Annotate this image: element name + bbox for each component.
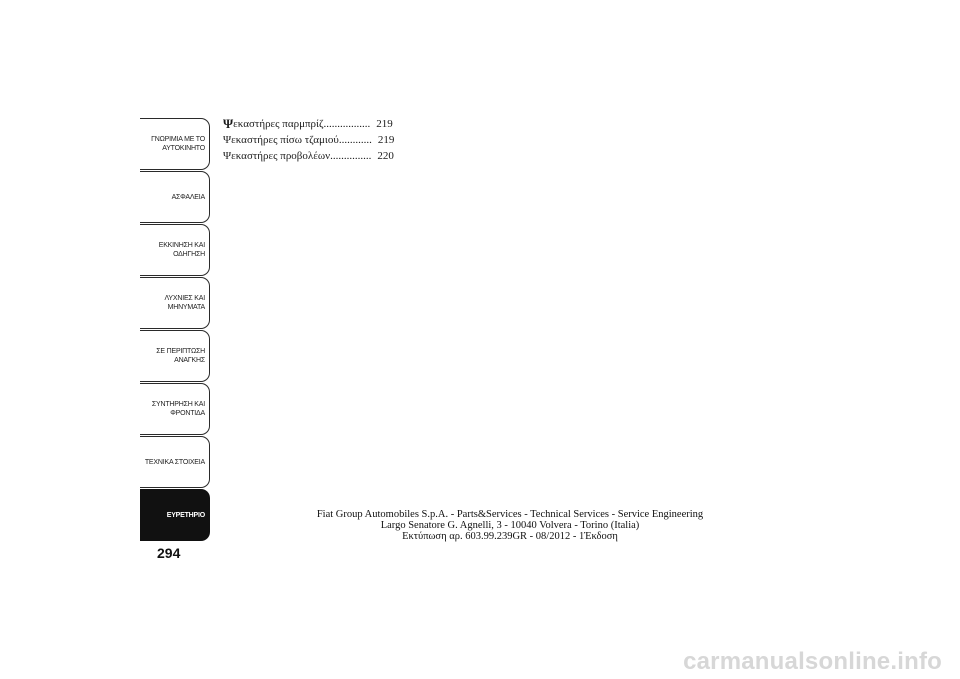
- footer-address-line: Largo Senatore G. Agnelli, 3 - 10040 Volvera - Torino (Italia): [380, 520, 640, 531]
- index-page-ref: 219: [377, 134, 395, 146]
- tab-warning-lights[interactable]: [140, 277, 210, 329]
- index-initial-letter: Ψ: [223, 116, 234, 131]
- tab-maintenance[interactable]: [140, 383, 210, 435]
- tab-starting-driving[interactable]: [140, 224, 210, 276]
- index-term: εκαστήρες παρμπρίζ: [233, 118, 324, 130]
- index-entry[interactable]: [223, 148, 394, 164]
- index-page-ref: 219: [376, 118, 393, 130]
- tab-label: ΕΚΚΙΝΗΣΗ ΚΑΙ ΟΔΗΓΗΣΗ: [158, 242, 205, 258]
- index-leader-dots: ............: [338, 134, 372, 146]
- publisher-footer: [290, 509, 730, 542]
- tab-getting-to-know[interactable]: [140, 118, 210, 170]
- tab-index[interactable]: [140, 489, 210, 541]
- index-term: Ψεκαστήρες προβολέων: [223, 150, 331, 162]
- index-entry[interactable]: [223, 116, 394, 132]
- tab-emergency[interactable]: [140, 330, 210, 382]
- tab-label: ΣΥΝΤΗΡΗΣΗ ΚΑΙ ΦΡΟΝΤΙΔΑ: [151, 401, 205, 417]
- watermark: carmanualsonline.info: [683, 648, 942, 675]
- index-leader-dots: .................: [323, 118, 371, 130]
- tab-label: ΣΕ ΠΕΡΙΠΤΩΣΗ ΑΝΑΓΚΗΣ: [156, 348, 205, 364]
- tab-label: ΕΥΡΕΤΗΡΙΟ: [166, 511, 205, 519]
- tab-label: ΤΕΧΝΙΚΑ ΣΤΟΙΧΕΙΑ: [144, 458, 205, 466]
- index-page-ref: 220: [377, 150, 394, 162]
- footer-print-line: Εκτύπωση αρ. 603.99.239GR - 08/2012 - 1Έκδοση: [402, 531, 618, 542]
- footer-company-line: Fiat Group Automobiles S.p.A. - Parts&Services - Technical Services - Service Engineering: [316, 509, 704, 520]
- index-leader-dots: ...............: [330, 150, 372, 162]
- tab-safety[interactable]: [140, 171, 210, 223]
- tab-label: ΛΥΧΝΙΕΣ ΚΑΙ ΜΗΝΥΜΑΤΑ: [164, 295, 205, 311]
- tab-label: ΑΣΦΑΛΕΙΑ: [171, 193, 205, 201]
- index-list: [223, 116, 394, 164]
- index-term: Ψεκαστήρες πίσω τζαμιού: [223, 134, 339, 146]
- index-entry[interactable]: [223, 132, 394, 148]
- page-number: 294: [157, 545, 181, 561]
- tab-technical-data[interactable]: [140, 436, 210, 488]
- tab-label: ΓΝΩΡΙΜΙΑ ΜΕ ΤΟ ΑΥΤΟΚΙΝΗΤΟ: [151, 136, 205, 152]
